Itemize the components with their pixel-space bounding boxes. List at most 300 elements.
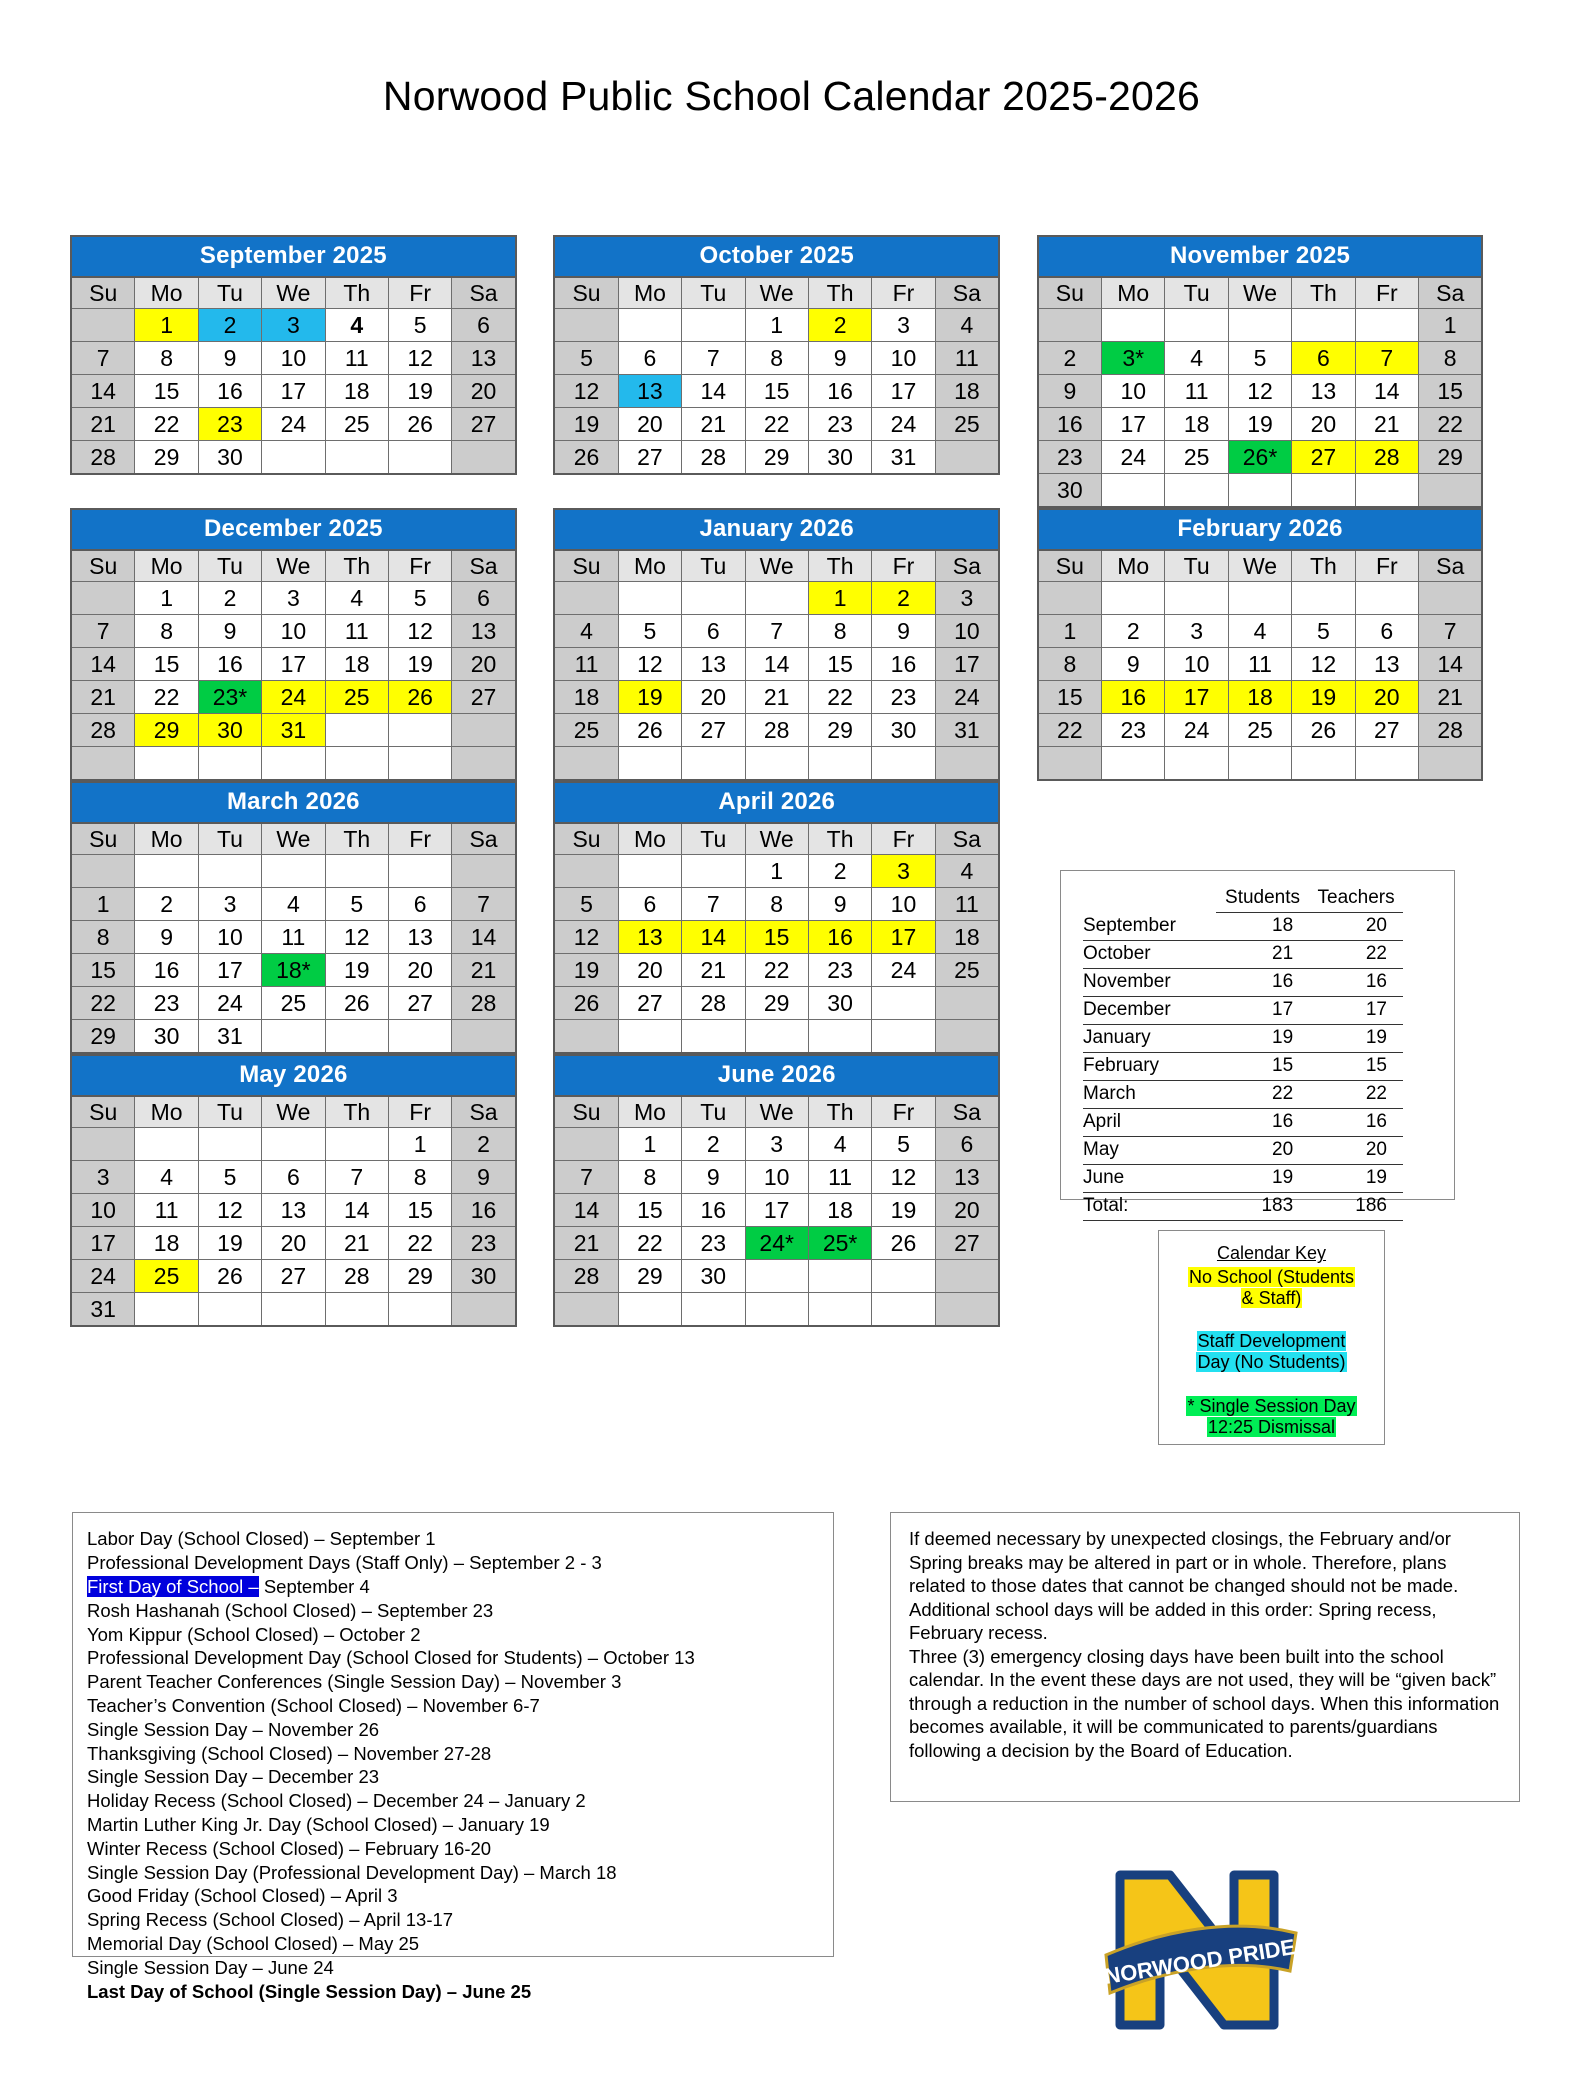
day-cell-empty (1419, 582, 1483, 615)
days-row-students: 20 (1216, 1137, 1309, 1165)
day-cell: 25 (135, 1260, 198, 1293)
day-cell: 1 (135, 582, 198, 615)
day-cell-empty (1228, 747, 1291, 781)
day-cell-empty (872, 987, 935, 1020)
day-cell: 26 (325, 987, 388, 1020)
month-table-january-2026 (553, 508, 1000, 781)
day-cell: 6 (452, 582, 516, 615)
weekday-header-mo: Mo (618, 823, 681, 855)
day-cell: 20 (262, 1227, 325, 1260)
day-cell-empty (618, 582, 681, 615)
day-cell-empty (935, 1293, 999, 1327)
day-cell: 9 (808, 888, 871, 921)
weekday-header-row (554, 277, 999, 309)
day-cell: 21 (1419, 681, 1483, 714)
day-cell: 27 (388, 987, 451, 1020)
day-cell: 30 (135, 1020, 198, 1054)
day-cell-empty (554, 309, 618, 342)
day-cell-empty (1165, 582, 1228, 615)
day-cell: 13 (618, 375, 681, 408)
week-row (71, 714, 516, 747)
day-cell: 29 (808, 714, 871, 747)
day-cell: 29 (745, 987, 808, 1020)
day-cell: 31 (262, 714, 325, 747)
day-cell: 10 (1102, 375, 1165, 408)
day-cell: 19 (1292, 681, 1355, 714)
days-row-teachers: 20 (1309, 913, 1403, 941)
weekday-header-tu: Tu (198, 550, 261, 582)
day-cell: 1 (71, 888, 135, 921)
day-cell: 12 (1292, 648, 1355, 681)
day-cell: 23 (1038, 441, 1102, 474)
key-no-school (1159, 1267, 1384, 1309)
day-cell: 23 (808, 954, 871, 987)
weekday-header-su: Su (554, 550, 618, 582)
day-cell: 17 (935, 648, 999, 681)
days-row-students: 17 (1216, 997, 1309, 1025)
weekday-header-sa: Sa (935, 277, 999, 309)
holiday-note-line: Single Session Day – November 26 (87, 1718, 380, 1740)
day-cell: 17 (262, 648, 325, 681)
week-row (1038, 747, 1483, 781)
holiday-note-line: Thanksgiving (School Closed) – November 27-28 (87, 1742, 492, 1764)
day-cell-empty (554, 1128, 618, 1161)
day-cell: 7 (71, 615, 135, 648)
holiday-note-line (87, 1575, 833, 1599)
weekday-header-su: Su (71, 277, 135, 309)
weekday-header-fr: Fr (388, 823, 451, 855)
day-cell: 20 (452, 648, 516, 681)
day-cell: 16 (1038, 408, 1102, 441)
week-row (554, 888, 999, 921)
day-cell: 2 (808, 309, 871, 342)
days-row-teachers: 20 (1309, 1137, 1403, 1165)
weekday-header-tu: Tu (198, 277, 261, 309)
day-cell: 17 (71, 1227, 135, 1260)
days-row-month: November (1083, 969, 1216, 997)
month-title: June 2026 (553, 1054, 1000, 1095)
day-cell-empty (745, 1020, 808, 1054)
week-row (1038, 408, 1483, 441)
day-cell: 16 (1102, 681, 1165, 714)
key-staff-dev-line2: Day (No Students) (1197, 1352, 1346, 1373)
month-table-december-2025 (70, 508, 517, 781)
calendar-key-title: Calendar Key (1216, 1243, 1327, 1264)
day-cell: 29 (618, 1260, 681, 1293)
days-row-students: 16 (1216, 969, 1309, 997)
day-cell: 28 (325, 1260, 388, 1293)
day-cell: 14 (71, 648, 135, 681)
week-row (1038, 474, 1483, 508)
day-cell: 25 (1165, 441, 1228, 474)
day-cell: 24 (71, 1260, 135, 1293)
day-cell: 12 (554, 921, 618, 954)
day-cell: 17 (1165, 681, 1228, 714)
logo-banner-text: NORWOOD PRIDE (1102, 1934, 1297, 1990)
month-title: October 2025 (553, 235, 1000, 276)
day-cell: 11 (935, 888, 999, 921)
day-cell-empty (71, 309, 135, 342)
day-cell: 1 (808, 582, 871, 615)
day-cell: 22 (1038, 714, 1102, 747)
day-cell: 29 (745, 441, 808, 475)
weekday-header-su: Su (71, 1096, 135, 1128)
day-cell: 19 (325, 954, 388, 987)
week-row (554, 582, 999, 615)
day-cell: 31 (872, 441, 935, 475)
day-cell: 29 (71, 1020, 135, 1054)
day-cell: 19 (554, 954, 618, 987)
day-cell: 26 (388, 408, 451, 441)
day-cell: 19 (1228, 408, 1291, 441)
holiday-note-line: Labor Day (School Closed) – September 1 (87, 1528, 436, 1550)
day-cell: 26 (1292, 714, 1355, 747)
week-row (554, 1128, 999, 1161)
day-cell: 21 (452, 954, 516, 987)
holiday-note-line: Last Day of School (Single Session Day) – June 25 (87, 1980, 532, 2002)
day-cell: 22 (745, 408, 808, 441)
week-row (554, 441, 999, 475)
policy-notes-box (890, 1512, 1520, 1802)
calendar-slot (70, 508, 553, 781)
day-cell: 29 (135, 441, 198, 475)
day-cell-empty (808, 1260, 871, 1293)
day-cell-empty (135, 1128, 198, 1161)
day-cell: 8 (745, 888, 808, 921)
day-cell-empty (935, 441, 999, 475)
day-cell: 1 (618, 1128, 681, 1161)
day-cell-empty (388, 714, 451, 747)
days-row-teachers: 17 (1309, 997, 1403, 1025)
weekday-header-tu: Tu (1165, 277, 1228, 309)
day-cell: 24 (262, 408, 325, 441)
day-cell-empty (1102, 309, 1165, 342)
weekday-header-fr: Fr (388, 1096, 451, 1128)
day-cell: 2 (135, 888, 198, 921)
day-cell: 7 (745, 615, 808, 648)
day-cell: 10 (71, 1194, 135, 1227)
table-row (1083, 997, 1403, 1025)
table-row (1083, 1025, 1403, 1053)
day-cell: 14 (745, 648, 808, 681)
week-row (554, 1227, 999, 1260)
day-cell: 20 (935, 1194, 999, 1227)
week-row (554, 747, 999, 781)
day-cell: 18 (935, 921, 999, 954)
day-cell-empty (452, 855, 516, 888)
day-cell: 4 (554, 615, 618, 648)
weekday-header-tu: Tu (1165, 550, 1228, 582)
day-cell: 25 (935, 954, 999, 987)
day-cell: 23 (452, 1227, 516, 1260)
day-cell-empty (325, 1293, 388, 1327)
day-cell: 2 (808, 855, 871, 888)
day-cell: 14 (1419, 648, 1483, 681)
weekday-header-fr: Fr (1355, 550, 1418, 582)
table-row (1083, 1081, 1403, 1109)
day-cell: 25 (325, 681, 388, 714)
weekday-header-mo: Mo (1102, 277, 1165, 309)
day-cell: 22 (1419, 408, 1483, 441)
day-cell: 3 (71, 1161, 135, 1194)
table-row (1083, 1137, 1403, 1165)
day-cell-empty (682, 1293, 745, 1327)
table-row (1083, 941, 1403, 969)
day-cell: 17 (262, 375, 325, 408)
day-cell: 12 (388, 342, 451, 375)
day-cell: 16 (135, 954, 198, 987)
day-cell: 27 (1355, 714, 1418, 747)
day-cell-empty (135, 747, 198, 781)
day-cell: 6 (452, 309, 516, 342)
month-title: November 2025 (1037, 235, 1484, 276)
day-cell: 13 (1355, 648, 1418, 681)
month-title: March 2026 (70, 781, 517, 822)
day-cell: 4 (325, 582, 388, 615)
day-cell-empty (618, 1020, 681, 1054)
day-cell-empty (935, 747, 999, 781)
day-cell: 25 (935, 408, 999, 441)
day-cell-empty (745, 582, 808, 615)
day-cell: 27 (935, 1227, 999, 1260)
day-cell: 9 (198, 342, 261, 375)
week-row (554, 648, 999, 681)
day-cell: 18 (325, 375, 388, 408)
day-cell: 28 (71, 441, 135, 475)
week-row (1038, 342, 1483, 375)
day-cell: 26 (388, 681, 451, 714)
day-cell: 5 (872, 1128, 935, 1161)
week-row (1038, 375, 1483, 408)
week-row (71, 1227, 516, 1260)
day-cell: 8 (1419, 342, 1483, 375)
days-row-month: October (1083, 941, 1216, 969)
day-cell: 14 (682, 375, 745, 408)
day-cell: 14 (554, 1194, 618, 1227)
day-cell: 3 (872, 309, 935, 342)
day-cell-empty (325, 747, 388, 781)
day-cell: 4 (935, 855, 999, 888)
days-row-students: 19 (1216, 1165, 1309, 1193)
week-row (1038, 648, 1483, 681)
day-cell-empty (1038, 747, 1102, 781)
day-cell: 5 (554, 888, 618, 921)
day-cell-empty (1419, 474, 1483, 508)
day-cell: 11 (808, 1161, 871, 1194)
week-row (71, 888, 516, 921)
column-header-teachers: Teachers (1309, 885, 1403, 913)
day-cell-empty (554, 582, 618, 615)
day-cell: 23 (808, 408, 871, 441)
day-cell: 19 (388, 648, 451, 681)
policy-paragraph-2: Three (3) emergency closing days have been built into the school calendar. In the event these days are not used, they will be “given back” through a reduction in the number of school days. When this information becomes available, it will be communicated to parents/guardians following a decision by the Board of Education. (909, 1645, 1500, 1761)
calendar-slot (553, 508, 1036, 781)
day-cell: 26* (1228, 441, 1291, 474)
day-cell: 13 (1292, 375, 1355, 408)
day-cell: 7 (554, 1161, 618, 1194)
day-cell: 18 (1228, 681, 1291, 714)
day-cell: 6 (618, 342, 681, 375)
month-title: January 2026 (553, 508, 1000, 549)
norwood-pride-logo (1082, 1847, 1312, 2047)
day-cell-empty (1102, 474, 1165, 508)
day-cell-empty (682, 582, 745, 615)
day-cell: 23 (872, 681, 935, 714)
day-cell: 3 (872, 855, 935, 888)
day-cell: 4 (325, 309, 388, 342)
day-cell: 14 (71, 375, 135, 408)
day-cell: 30 (872, 714, 935, 747)
day-cell: 29 (135, 714, 198, 747)
day-cell-empty (1228, 309, 1291, 342)
weekday-header-th: Th (808, 823, 871, 855)
week-row (554, 855, 999, 888)
day-cell-empty (325, 441, 388, 475)
day-cell: 16 (682, 1194, 745, 1227)
day-cell: 15 (135, 648, 198, 681)
day-cell: 18 (554, 681, 618, 714)
weekday-header-fr: Fr (872, 550, 935, 582)
day-cell: 19 (198, 1227, 261, 1260)
month-title: December 2025 (70, 508, 517, 549)
weekday-header-we: We (745, 823, 808, 855)
day-cell-empty (554, 747, 618, 781)
week-row (71, 615, 516, 648)
day-cell: 7 (325, 1161, 388, 1194)
week-row (71, 342, 516, 375)
day-cell: 12 (554, 375, 618, 408)
week-row (554, 309, 999, 342)
week-row (71, 987, 516, 1020)
day-cell: 5 (1228, 342, 1291, 375)
day-cell: 20 (682, 681, 745, 714)
week-row (1038, 615, 1483, 648)
day-cell: 6 (1355, 615, 1418, 648)
week-row (71, 681, 516, 714)
day-cell: 26 (554, 441, 618, 475)
holiday-note-line: Winter Recess (School Closed) – February 16-20 (87, 1837, 492, 1859)
day-cell: 4 (1165, 342, 1228, 375)
weekday-header-mo: Mo (135, 550, 198, 582)
day-cell: 30 (198, 714, 261, 747)
day-cell: 3 (745, 1128, 808, 1161)
weekday-header-fr: Fr (872, 1096, 935, 1128)
day-cell: 19 (388, 375, 451, 408)
weekday-header-row (554, 823, 999, 855)
day-cell-empty (325, 1020, 388, 1054)
day-cell: 19 (618, 681, 681, 714)
day-cell: 5 (325, 888, 388, 921)
day-cell: 5 (198, 1161, 261, 1194)
week-row (554, 921, 999, 954)
day-cell-empty (808, 1293, 871, 1327)
day-cell-empty (262, 1020, 325, 1054)
day-cell: 4 (1228, 615, 1291, 648)
month-title: May 2026 (70, 1054, 517, 1095)
day-cell: 27 (452, 408, 516, 441)
day-cell: 22 (135, 408, 198, 441)
day-cell: 6 (1292, 342, 1355, 375)
day-cell: 7 (682, 888, 745, 921)
weekday-header-mo: Mo (618, 550, 681, 582)
day-cell: 15 (808, 648, 871, 681)
weekday-header-mo: Mo (1102, 550, 1165, 582)
day-cell: 5 (388, 582, 451, 615)
day-cell-empty (388, 1293, 451, 1327)
week-row (71, 1020, 516, 1054)
day-cell: 23* (198, 681, 261, 714)
policy-paragraph-1: If deemed necessary by unexpected closings, the February and/or Spring breaks may be altered in part or in whole. Therefore, plans related to those dates that cannot be changed should not be made. Additional school days will be added in this order: Spring recess, February recess. (909, 1528, 1459, 1644)
days-row-month: Total: (1083, 1193, 1216, 1221)
weekday-header-su: Su (554, 277, 618, 309)
day-cell: 22 (388, 1227, 451, 1260)
day-cell-empty (262, 855, 325, 888)
day-cell-empty (1419, 747, 1483, 781)
week-row (71, 921, 516, 954)
week-row (554, 1293, 999, 1327)
day-cell: 23 (198, 408, 261, 441)
day-cell: 16 (198, 648, 261, 681)
holiday-note-line: Single Session Day (Professional Development Day) – March 18 (87, 1861, 617, 1883)
day-cell-empty (682, 855, 745, 888)
day-cell: 11 (135, 1194, 198, 1227)
day-cell-empty (808, 747, 871, 781)
days-row-teachers: 16 (1309, 969, 1403, 997)
day-cell: 27 (452, 681, 516, 714)
day-cell: 24 (872, 408, 935, 441)
day-cell-empty (745, 747, 808, 781)
week-row (554, 375, 999, 408)
weekday-header-we: We (745, 550, 808, 582)
week-row (71, 375, 516, 408)
day-cell-empty (1038, 582, 1102, 615)
day-cell: 3 (262, 582, 325, 615)
days-row-month: April (1083, 1109, 1216, 1137)
day-cell: 30 (682, 1260, 745, 1293)
weekday-header-fr: Fr (872, 277, 935, 309)
day-cell: 8 (1038, 648, 1102, 681)
day-cell: 20 (618, 954, 681, 987)
day-cell: 13 (452, 342, 516, 375)
day-cell: 1 (135, 309, 198, 342)
day-cell-empty (198, 855, 261, 888)
days-row-month: January (1083, 1025, 1216, 1053)
weekday-header-sa: Sa (452, 823, 516, 855)
key-staff-development (1159, 1331, 1384, 1373)
day-cell-empty (452, 1293, 516, 1327)
school-days-table-box (1060, 870, 1455, 1217)
day-cell: 21 (554, 1227, 618, 1260)
day-cell: 3 (262, 309, 325, 342)
holiday-note-line: Good Friday (School Closed) – April 3 (87, 1885, 398, 1907)
month-title: April 2026 (553, 781, 1000, 822)
holiday-note-line: Rosh Hashanah (School Closed) – September 23 (87, 1599, 494, 1621)
day-cell: 17 (872, 375, 935, 408)
day-cell: 9 (682, 1161, 745, 1194)
day-cell: 11 (262, 921, 325, 954)
calendar-slot (70, 1054, 553, 1327)
day-cell: 4 (935, 309, 999, 342)
days-row-month: May (1083, 1137, 1216, 1165)
weekday-header-row (554, 1096, 999, 1128)
key-no-school-line2: & Staff) (1241, 1287, 1302, 1308)
day-cell: 13 (618, 921, 681, 954)
day-cell: 25 (325, 408, 388, 441)
day-cell: 11 (935, 342, 999, 375)
day-cell: 17 (1102, 408, 1165, 441)
day-cell: 3 (935, 582, 999, 615)
day-cell: 16 (198, 375, 261, 408)
